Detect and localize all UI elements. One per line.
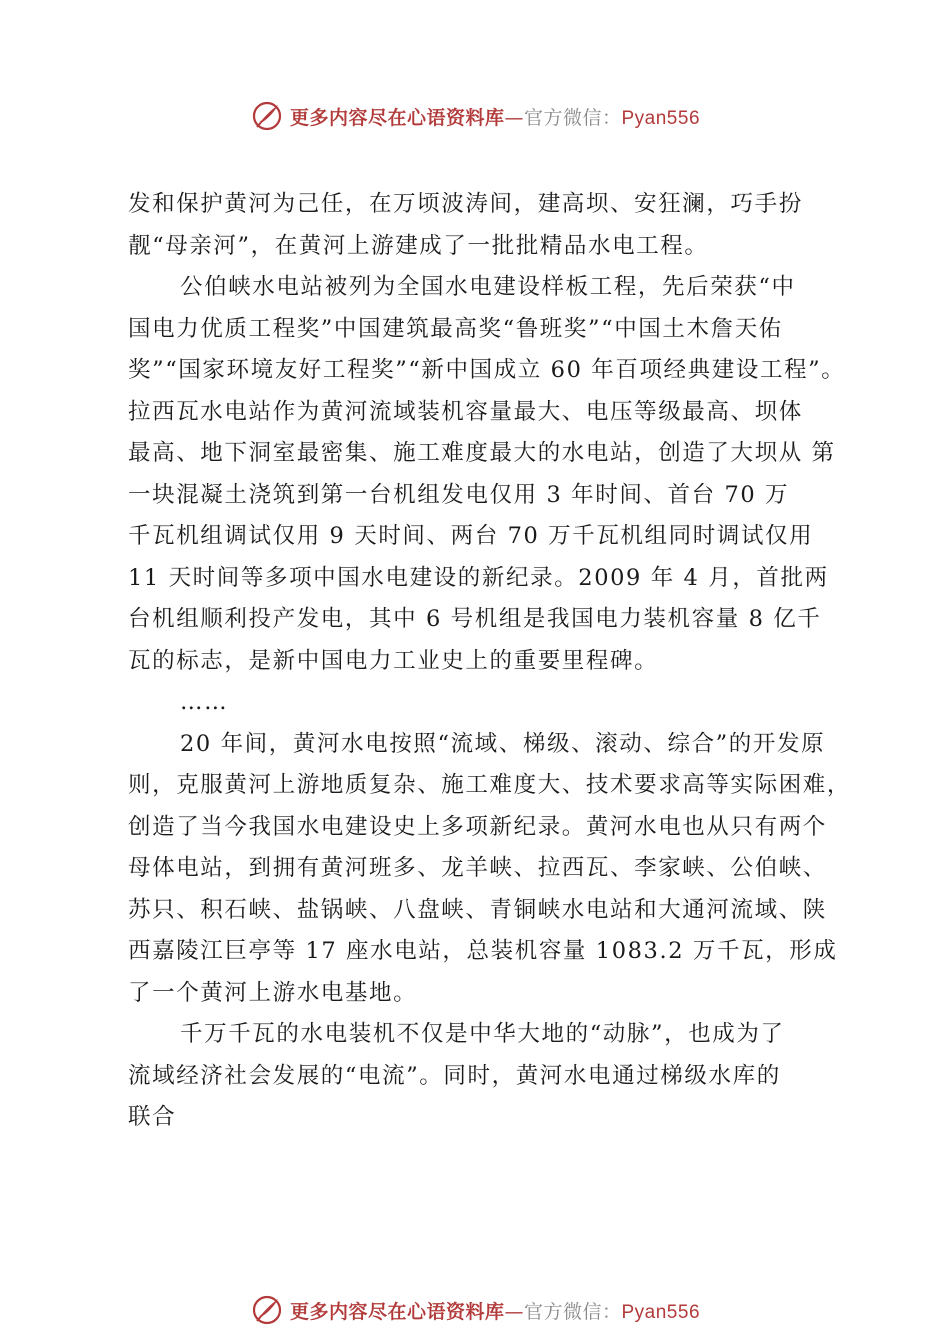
wechat-label: 官方微信： [523,106,622,129]
document-body [128,184,852,1139]
text-line: 则，克服黄河上游地质复杂、施工难度大、技术要求高等实际困难， [128,772,852,798]
text-line: 千瓦机组调试仅用 9 天时间、两台 70 万千瓦机组同时调试仅用 [128,523,814,549]
text-line: 了一个黄河上游水电基地。 [128,979,418,1006]
text-line: 11 天时间等多项中国水电建设的新纪录。2009 年 4 月，首批两 [128,564,829,591]
text-line: 靓“母亲河”，在黄河上游建成了一批批精品水电工程。 [128,232,709,259]
banner-title: 更多内容尽在心语资料库 [289,106,505,129]
wechat-id: Pyan556 [621,1301,701,1323]
text-line: 国电力优质工程奖”中国建筑最高奖“鲁班奖”“中国土木詹天佑 [128,315,783,342]
text-line: 联合 [128,1104,177,1130]
banner-title: 更多内容尽在心语资料库 [289,1300,505,1323]
text-line: 瓦的标志，是新中国电力工业史上的重要里程碑。 [128,647,659,674]
text-line: 一块混凝土浇筑到第一台机组发电仅用 3 年时间、首台 70 万 [128,481,790,508]
banner-separator: — [504,106,524,129]
text-line: 西嘉陵江巨亭等 17 座水电站，总装机容量 1083.2 万千瓦，形成 [128,938,838,964]
wechat-id: Pyan556 [621,107,701,129]
text-line: 发和保护黄河为己任，在万顷波涛间，建高坝、安狂澜，巧手扮 [128,191,803,217]
header-banner [0,96,950,136]
text-line: 拉西瓦水电站作为黄河流域装机容量最大、电压等级最高、坝体 [128,398,803,425]
text-line: 流域经济社会发展的“电流”。同时，黄河水电通过梯级水库的 [128,1062,781,1089]
text-line: 公伯峡水电站被列为全国水电建设样板工程，先后荣获“中 [180,274,796,300]
banner-separator: — [504,1300,524,1323]
text-line: 千万千瓦的水电装机不仅是中华大地的“动脉”，也成为了 [180,1021,785,1047]
text-line: 苏只、积石峡、盐锅峡、八盘峡、青铜峡水电站和大通河流域、陕 [128,896,827,923]
text-line: 奖”“国家环境友好工程奖”“新中国成立 60 年百项经典建设工程”。 [128,357,846,383]
text-line: 最高、地下洞室最密集、施工难度最大的水电站，创造了大坝从 第 [128,440,836,466]
footer-banner [0,1290,950,1330]
text-line: 创造了当今我国水电建设史上多项新纪录。黄河水电也从只有两个 [128,813,827,840]
text-line: 母体电站，到拥有黄河班多、龙羊峡、拉西瓦、李家峡、公伯峡、 [128,855,827,881]
text-line: …… [180,689,229,715]
banner-text [290,103,700,130]
wechat-label: 官方微信： [523,1300,622,1323]
feather-pen-logo-icon [250,99,284,133]
feather-pen-logo-icon [250,1293,284,1327]
text-line: 台机组顺利投产发电，其中 6 号机组是我国电力装机容量 8 亿千 [128,606,822,632]
banner-text [290,1297,700,1324]
text-line: 20 年间，黄河水电按照“流域、梯级、滚动、综合”的开发原 [180,730,826,757]
